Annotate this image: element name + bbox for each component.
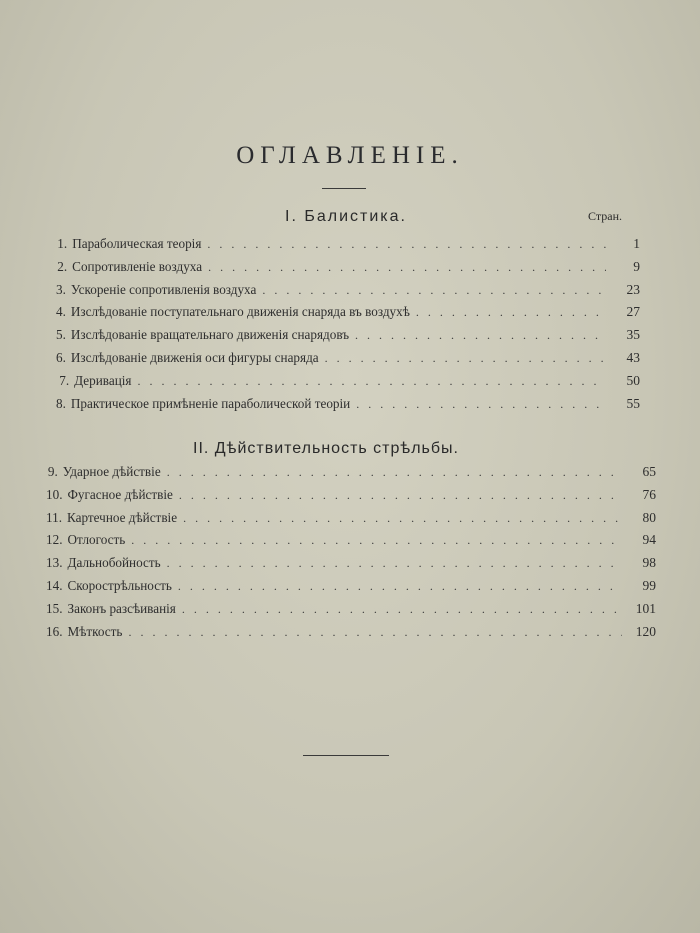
toc-entry: [56, 373, 640, 396]
toc-entry: [56, 259, 640, 282]
toc-entry: [46, 601, 656, 624]
entry-number: 12.: [46, 532, 63, 548]
toc-entry: [56, 236, 640, 259]
entry-number: 7.: [59, 372, 70, 388]
dot-leader: [182, 602, 622, 617]
entry-title: Изслѣдованіе движенія оси фигуры снаряда: [70, 349, 319, 365]
dot-leader: [262, 283, 606, 298]
entry-title: Параболическая теорія: [72, 236, 202, 251]
toc-entry: [56, 350, 640, 373]
entry-page: 120: [635, 623, 656, 639]
dot-leader: [167, 465, 622, 480]
entry-page: 80: [642, 509, 656, 525]
entry-title: Отлогость: [67, 532, 126, 548]
dot-leader: [128, 625, 622, 640]
toc-entry: [46, 510, 656, 533]
entry-page: 23: [626, 281, 640, 297]
entry-page: 98: [642, 555, 656, 571]
dot-leader: [167, 556, 622, 571]
dot-leader: [356, 397, 606, 412]
entry-page: 9: [633, 258, 640, 274]
dot-leader: [183, 511, 622, 526]
entry-title: Изслѣдованіе поступательнаго движенія снаряда въ воздухѣ: [70, 304, 410, 320]
title-underline: [322, 188, 366, 189]
toc-list-ballistics: [56, 236, 640, 418]
entry-number: 6.: [56, 349, 66, 365]
entry-page: 35: [626, 327, 640, 343]
dot-leader: [131, 533, 622, 548]
section-heading-ballistics: I. Балистика.: [285, 208, 407, 225]
entry-title: Дальнобойность: [67, 555, 161, 571]
entry-title: Ударное дѣйствіе: [62, 464, 161, 479]
entry-title: Изслѣдованіе вращательнаго движенія снарядовъ: [70, 327, 350, 343]
entry-page: 65: [642, 464, 656, 479]
dot-leader: [325, 351, 606, 366]
toc-entry: [56, 282, 640, 305]
dot-leader: [138, 374, 607, 389]
entry-title: Ускореніе сопротивленія воздуха: [70, 281, 257, 297]
entry-page: 27: [626, 304, 640, 320]
entry-number: 8.: [56, 395, 66, 411]
section-heading-firing-effectiveness: II. Дѣйствительность стрѣльбы.: [193, 440, 459, 457]
dot-leader: [416, 305, 606, 320]
entry-number: 15.: [46, 600, 63, 616]
toc-entry: [56, 396, 640, 419]
dot-leader: [355, 328, 606, 343]
toc-entry: [46, 555, 656, 578]
entry-page: 94: [642, 532, 656, 548]
entry-number: 16.: [46, 623, 63, 639]
entry-page: 55: [626, 395, 640, 411]
entry-number: 13.: [46, 555, 63, 571]
entry-title: Мѣткость: [67, 623, 123, 639]
entry-page: 101: [635, 600, 656, 616]
entry-page: 99: [642, 577, 656, 593]
entry-title: Законъ разсѣиванія: [67, 600, 176, 616]
dot-leader: [207, 237, 606, 252]
toc-entry: [46, 578, 656, 601]
entry-page: 76: [642, 486, 656, 502]
entry-title: Практическое примѣненіе параболической теоріи: [70, 395, 351, 411]
entry-number: 5.: [56, 327, 66, 343]
dot-leader: [208, 260, 606, 275]
entry-title: Деривація: [74, 372, 132, 388]
entry-number: 1.: [57, 236, 68, 251]
toc-entry: [56, 304, 640, 327]
toc-list-firing-effectiveness: [46, 464, 656, 646]
entry-title: Фугасное дѣйствіе: [67, 486, 173, 502]
entry-number: 14.: [46, 577, 63, 593]
entry-page: 50: [626, 372, 640, 388]
page-column-header: Стран.: [588, 209, 622, 223]
toc-entry: [46, 532, 656, 555]
toc-entry: [46, 624, 656, 647]
page-title: ОГЛАВЛЕНІЕ.: [236, 142, 464, 169]
dot-leader: [179, 488, 622, 503]
entry-number: 3.: [56, 281, 66, 297]
entry-page: 1: [633, 236, 640, 251]
entry-title: Сопротивленіе воздуха: [72, 258, 203, 274]
entry-number: 11.: [46, 509, 62, 525]
entry-title: Скорострѣльность: [67, 577, 172, 593]
entry-number: 9.: [47, 464, 58, 479]
toc-entry: [46, 487, 656, 510]
toc-entry: [46, 464, 656, 487]
entry-number: 2.: [57, 258, 68, 274]
toc-entry: [56, 327, 640, 350]
closing-rule: [303, 755, 389, 756]
entry-number: 4.: [56, 304, 66, 320]
dot-leader: [178, 579, 622, 594]
entry-page: 43: [626, 349, 640, 365]
entry-title: Картечное дѣйствіе: [67, 509, 178, 525]
entry-number: 10.: [46, 486, 63, 502]
